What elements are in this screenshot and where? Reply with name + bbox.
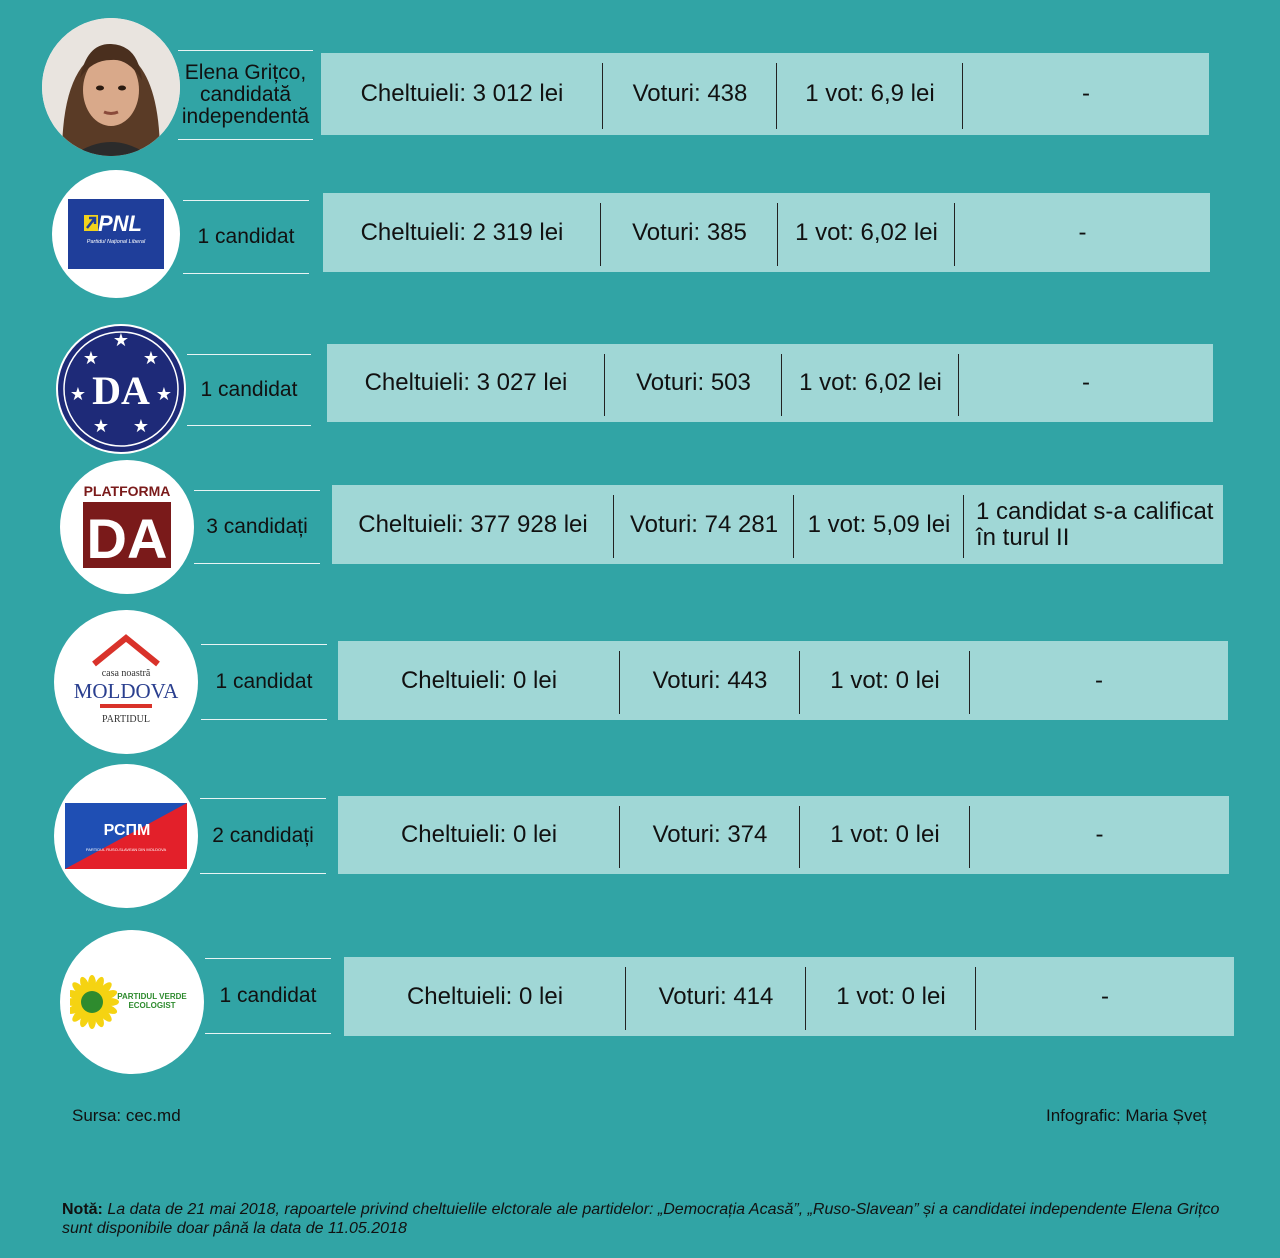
pcpm-logo-icon <box>65 803 187 869</box>
row-logo <box>54 610 198 754</box>
cheltuieli-cell: Cheltuieli: 2 319 lei <box>323 193 601 272</box>
voturi-cell: Voturi: 438 <box>603 53 777 135</box>
footnote-text: La data de 21 mai 2018, rapoartele privind cheltuielile elctorale ale partidelor: „Democrația Acasă”, „Ruso-Slavean” și a candidatei independente Elena Grițco sunt disponibile doar până la data de 11.05.2018 <box>62 1201 1220 1237</box>
cost-per-vote-cell: 1 vot: 6,02 lei <box>778 193 955 272</box>
note-cell: 1 candidat s-a calificat în turul II <box>976 497 1214 551</box>
voturi-cell: Voturi: 443 <box>620 641 800 720</box>
row-label: 2 candidați <box>200 798 326 874</box>
row-bar <box>323 193 1210 272</box>
cheltuieli-cell: Cheltuieli: 3 027 lei <box>327 344 605 422</box>
cost-per-vote-cell: 1 vot: 6,9 lei <box>777 53 963 135</box>
verde-logo-text-2: ECOLOGIST <box>128 1001 176 1010</box>
voturi-cell: Voturi: 414 <box>626 957 806 1036</box>
row-logo <box>60 460 194 594</box>
voturi-cell: Voturi: 385 <box>601 193 778 272</box>
row-bar <box>321 53 1209 135</box>
casa-logo-text: MOLDOVA <box>73 679 179 703</box>
person-photo-icon <box>42 18 180 156</box>
cheltuieli-cell: Cheltuieli: 377 928 lei <box>332 485 614 564</box>
voturi-cell: Voturi: 503 <box>605 344 782 422</box>
row-bar <box>344 957 1234 1036</box>
row-label: 1 candidat <box>201 644 327 720</box>
cheltuieli-cell: Cheltuieli: 0 lei <box>344 957 626 1036</box>
svg-text:★: ★ <box>142 348 160 368</box>
note-cell: - <box>1095 821 1104 848</box>
casa-noastra-logo-icon <box>66 632 186 732</box>
pcpm-logo-sub: PARTIDUL RUSO-SLAVEAN DIN MOLDOVA <box>85 847 167 852</box>
cost-per-vote-cell: 1 vot: 0 lei <box>800 641 970 720</box>
row-bar <box>332 485 1223 564</box>
svg-text:★: ★ <box>92 416 110 436</box>
da-logo-text: DA <box>92 368 150 413</box>
note-cell: - <box>1082 80 1090 107</box>
footnote-label: Notă: <box>62 1201 103 1218</box>
row-bar <box>327 344 1213 422</box>
credit-note: Infografic: Maria Șveț <box>1046 1106 1207 1125</box>
row-logo <box>60 930 204 1074</box>
verde-logo-text-1: PARTIDUL VERDE <box>117 992 187 1001</box>
row-label: 3 candidați <box>194 490 320 564</box>
cost-per-vote-cell: 1 vot: 5,09 lei <box>794 485 964 564</box>
row-logo <box>54 764 198 908</box>
row-label: Elena Grițco, candidată independentă <box>178 50 313 140</box>
row-bar <box>338 641 1228 720</box>
svg-text:★: ★ <box>112 330 130 350</box>
cost-per-vote-cell: 1 vot: 6,02 lei <box>782 344 959 422</box>
cost-per-vote-cell: 1 vot: 0 lei <box>800 796 970 874</box>
cost-per-vote-cell: 1 vot: 0 lei <box>806 957 976 1036</box>
casa-logo-sub: PARTIDUL <box>102 714 150 725</box>
note-cell: - <box>1095 666 1103 694</box>
svg-text:★: ★ <box>132 416 150 436</box>
platforma-da-logo-icon <box>77 482 177 572</box>
row-bar <box>338 796 1229 874</box>
note-cell: - <box>1078 218 1087 246</box>
pcpm-logo-text: РСПМ <box>103 822 151 839</box>
svg-text:★: ★ <box>69 384 87 404</box>
row-label: 1 candidat <box>187 354 311 426</box>
casa-logo-top: casa noastră <box>101 668 151 679</box>
row-label: 1 candidat <box>183 200 309 274</box>
pnl-logo-subtext: Partidul Național Liberal <box>86 239 146 245</box>
platforma-logo-top: PLATFORMA <box>83 483 171 499</box>
source-note: Sursa: cec.md <box>72 1106 181 1125</box>
pnl-logo-text: PNL <box>98 211 142 236</box>
voturi-cell: Voturi: 374 <box>620 796 800 874</box>
row-logo <box>56 324 186 454</box>
svg-text:★: ★ <box>82 348 100 368</box>
cheltuieli-cell: Cheltuieli: 3 012 lei <box>321 53 603 135</box>
note-cell: - <box>1101 982 1109 1010</box>
footnote <box>62 1200 1232 1238</box>
svg-text:★: ★ <box>155 384 173 404</box>
note-cell: - <box>1082 369 1090 396</box>
row-logo <box>52 170 180 298</box>
voturi-cell: Voturi: 74 281 <box>614 485 794 564</box>
row-label: 1 candidat <box>205 958 331 1034</box>
pnl-logo-icon <box>68 199 164 269</box>
row-logo <box>42 18 180 156</box>
platforma-logo-text: DA <box>86 507 168 570</box>
da-logo-icon <box>56 324 186 454</box>
sunflower-logo-icon <box>70 974 194 1030</box>
cheltuieli-cell: Cheltuieli: 0 lei <box>338 796 620 874</box>
cheltuieli-cell: Cheltuieli: 0 lei <box>338 641 620 720</box>
